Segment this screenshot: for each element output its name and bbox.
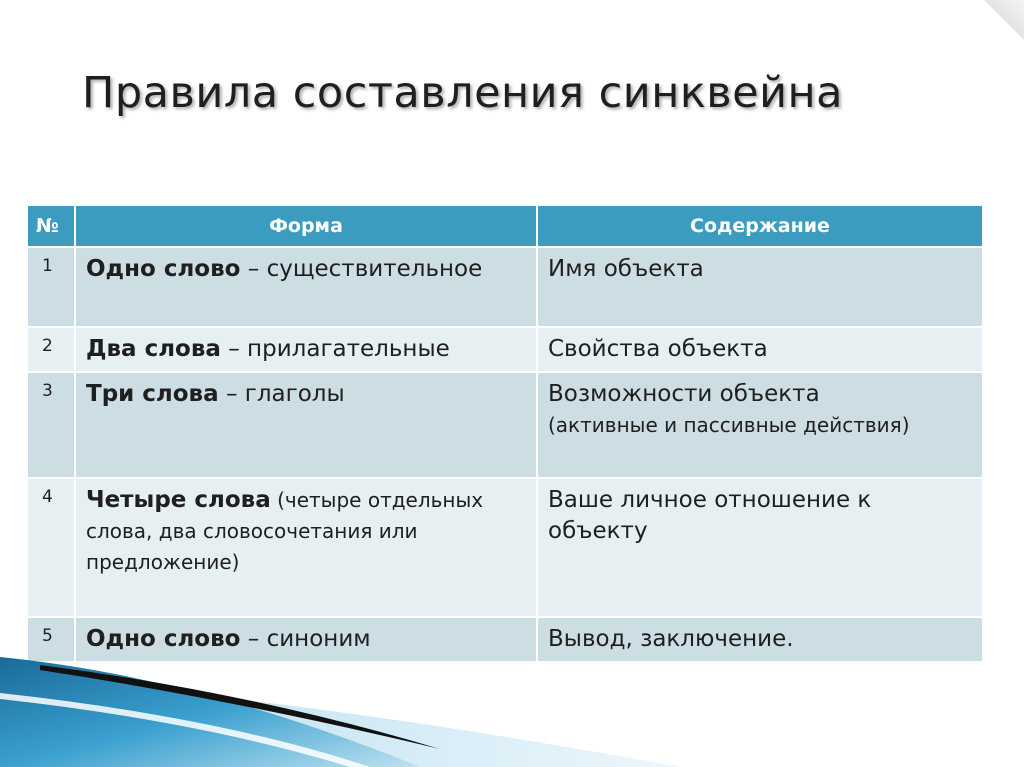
content-text: Возможности объекта: [548, 381, 820, 407]
content-text: Свойства объекта: [548, 336, 768, 362]
header-content: Содержание: [537, 205, 983, 247]
form-keyword: Одно слово: [86, 256, 241, 282]
table-row: [27, 372, 983, 478]
table-row: [27, 247, 983, 327]
form-description: – глаголы: [218, 381, 345, 407]
row-number: 2: [27, 327, 75, 372]
row-number: 1: [27, 247, 75, 327]
row-content: [537, 327, 983, 372]
row-number: 3: [27, 372, 75, 478]
form-keyword: Одно слово: [86, 626, 241, 652]
slide-title: Правила составления синквейна: [82, 68, 844, 118]
row-form: [75, 247, 537, 327]
row-content: [537, 247, 983, 327]
form-description: – прилагательные: [220, 336, 450, 362]
table-row: [27, 327, 983, 372]
row-content: [537, 478, 983, 617]
content-text: Вывод, заключение.: [548, 626, 794, 652]
header-form: Форма: [75, 205, 537, 247]
row-number: 4: [27, 478, 75, 617]
corner-swoosh-decoration: [0, 637, 1024, 767]
form-description: – существительное: [240, 256, 483, 282]
content-note: (активные и пассивные действия): [548, 413, 910, 437]
form-keyword: Два слова: [86, 336, 221, 362]
form-description: – синоним: [240, 626, 371, 652]
header-number: №: [27, 205, 75, 247]
row-number: 5: [27, 617, 75, 662]
row-content: [537, 372, 983, 478]
content-text: Ваше личное отношение к объекту: [548, 487, 872, 544]
rules-table: [26, 204, 984, 663]
form-keyword: Три слова: [86, 381, 219, 407]
table-row: [27, 478, 983, 617]
form-keyword: Четыре слова: [86, 487, 271, 513]
row-form: [75, 478, 537, 617]
row-form: [75, 327, 537, 372]
row-form: [75, 372, 537, 478]
form-description: (четыре отдельных слова, два словосочетания или предложение): [86, 488, 484, 574]
content-text: Имя объекта: [548, 256, 704, 282]
page-corner-fold: [984, 0, 1024, 40]
table-header-row: [27, 205, 983, 247]
